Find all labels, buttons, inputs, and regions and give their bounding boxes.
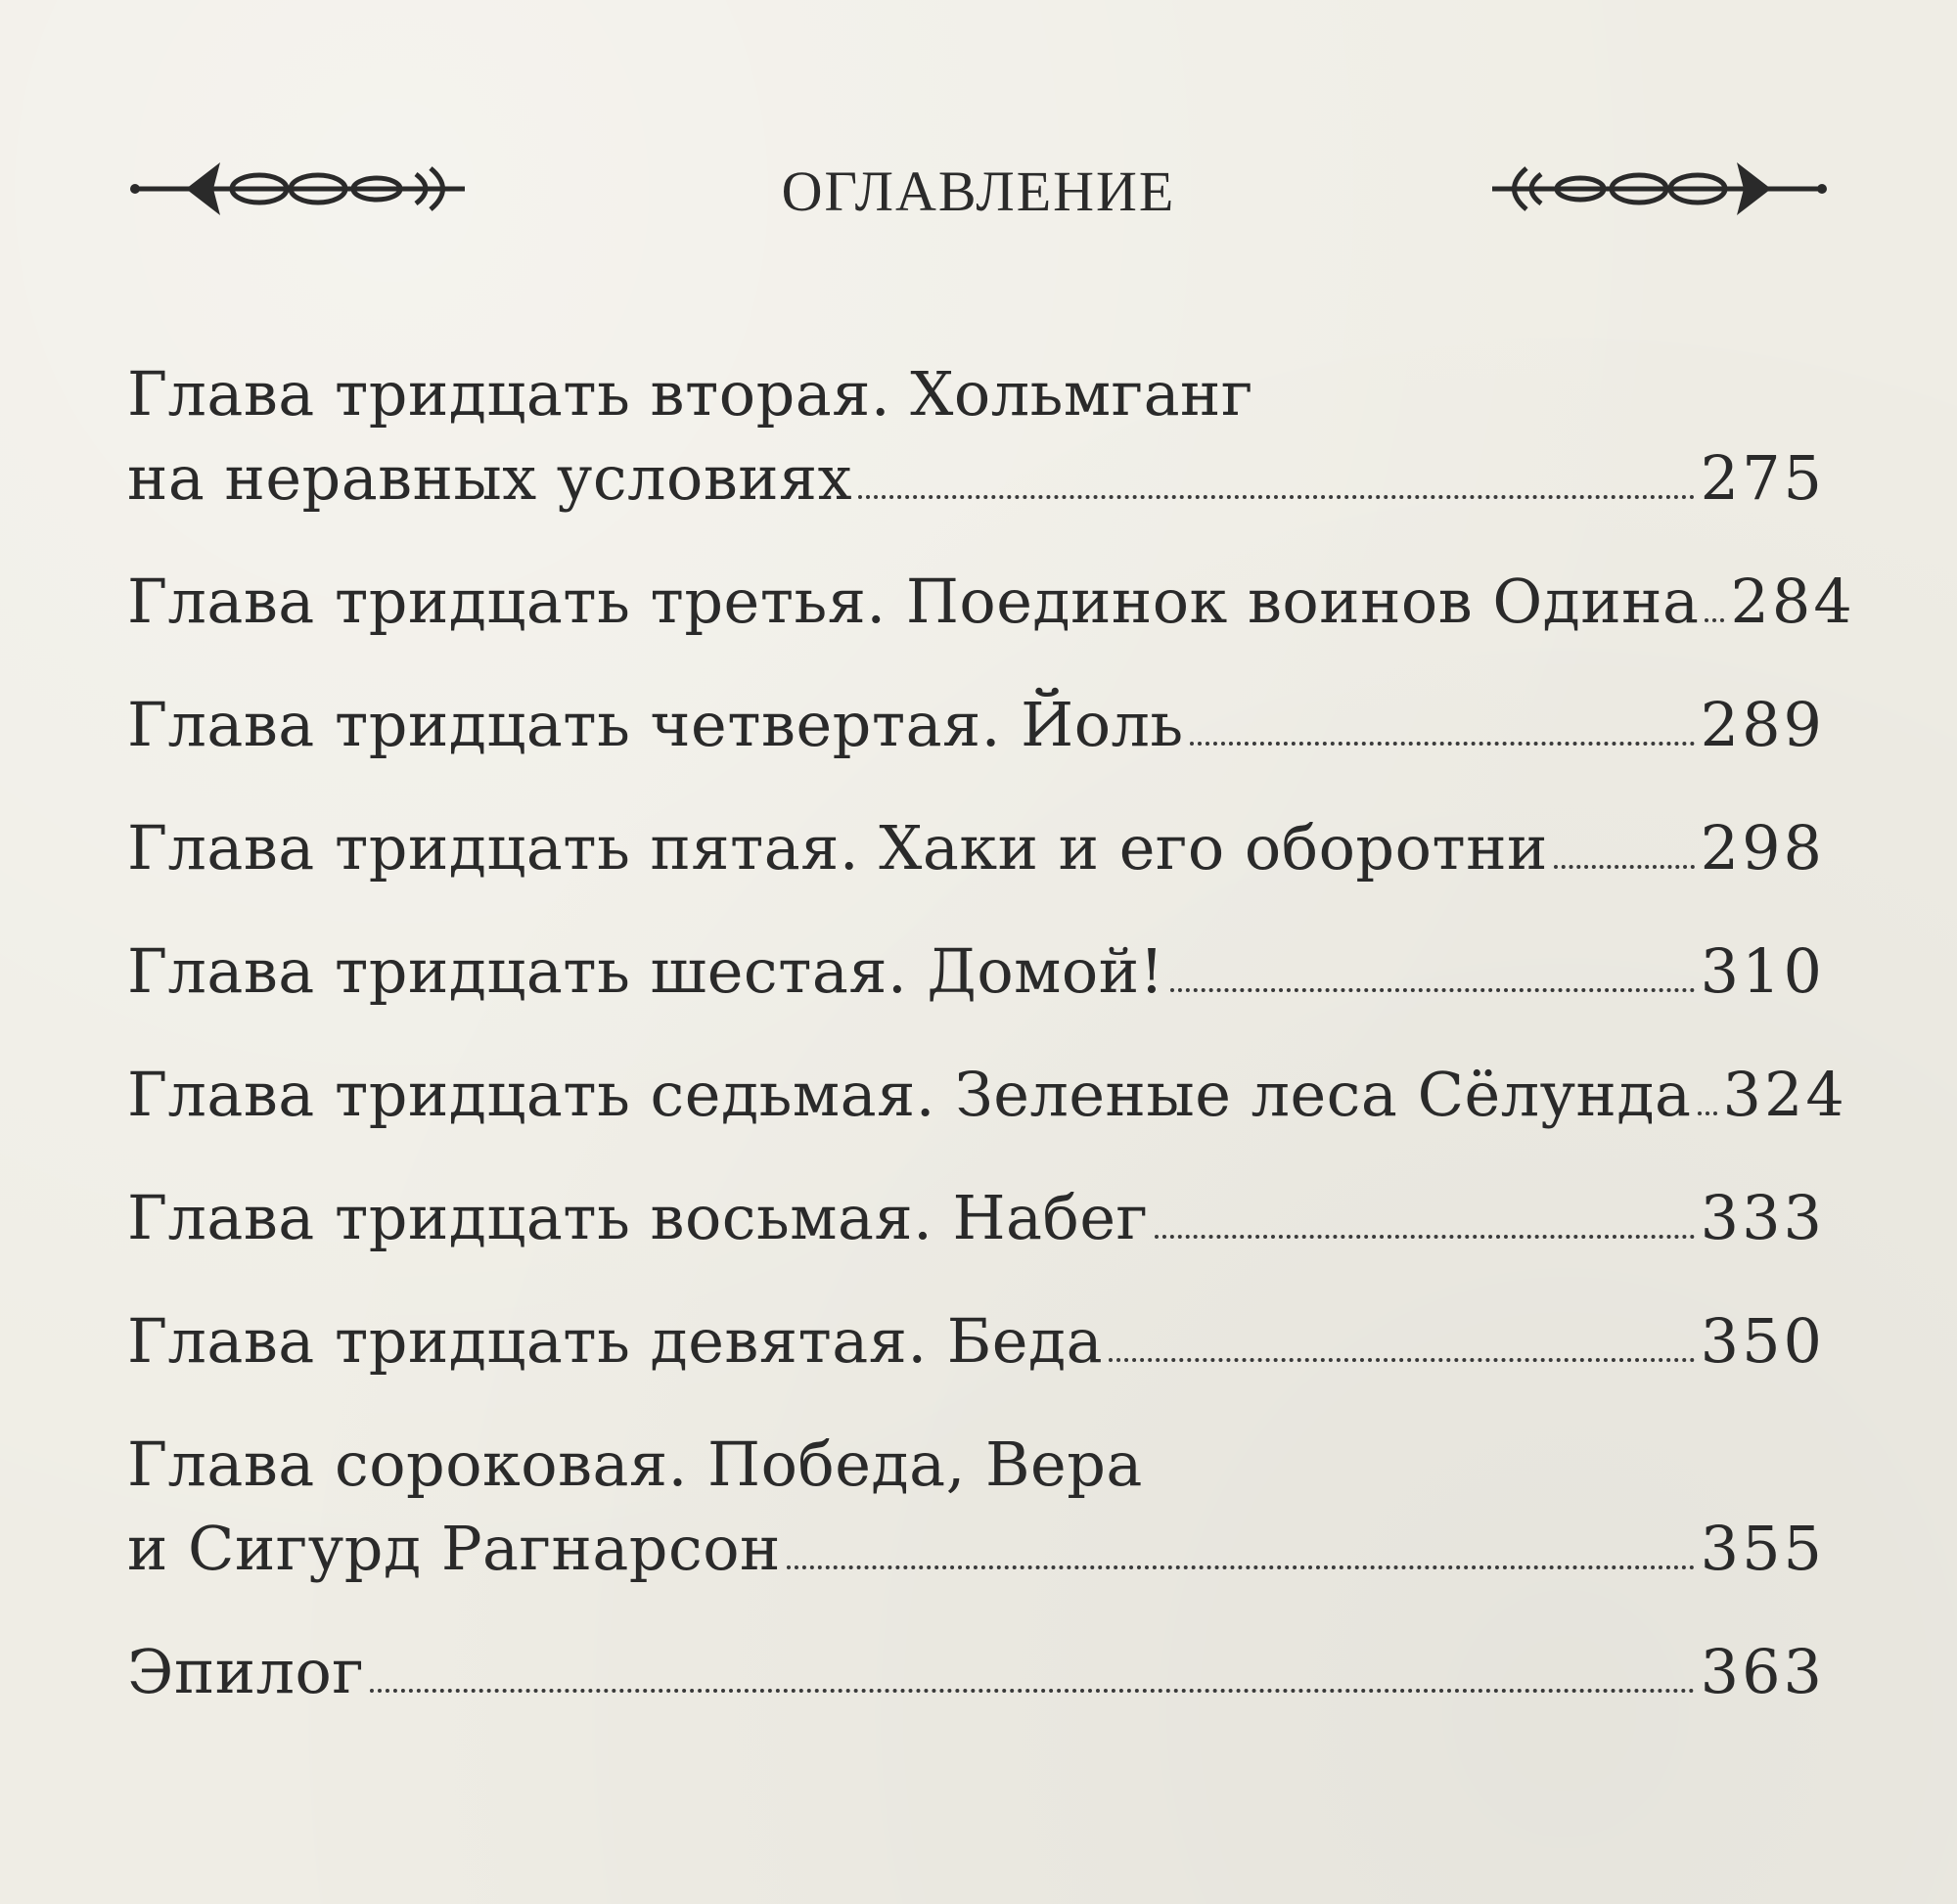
toc-entry-title: Глава сороковая. Победа, Вера xyxy=(127,1428,1143,1500)
toc-entry-title: Глава тридцать четвертая. Йоль xyxy=(127,689,1184,760)
dot-leader xyxy=(1554,865,1695,869)
toc-entry xyxy=(127,1053,1847,1137)
dot-leader xyxy=(1698,1111,1717,1115)
toc-entry-title: Эпилог xyxy=(127,1636,365,1707)
toc-entry-title: Глава тридцать восьмая. Набег xyxy=(127,1182,1149,1253)
toc-entry-title: Глава тридцать третья. Поединок воинов Одина xyxy=(127,566,1700,637)
toc-entry xyxy=(127,1423,1825,1591)
toc-entry xyxy=(127,683,1825,767)
toc-entry-title-continued: на неравных условиях xyxy=(127,442,853,514)
toc-entry xyxy=(127,560,1855,644)
dot-leader xyxy=(1190,742,1695,746)
ornament-arrow-icon xyxy=(1487,155,1830,223)
toc-entry xyxy=(127,1630,1825,1714)
toc-entry xyxy=(127,352,1825,521)
toc-entry-title: Глава тридцать вторая. Хольмганг xyxy=(127,358,1253,430)
table-of-contents xyxy=(127,352,1855,1753)
toc-entry-title: Глава тридцать шестая. Домой! xyxy=(127,935,1164,1007)
toc-page-number: 284 xyxy=(1730,566,1855,637)
toc-entry xyxy=(127,1299,1825,1383)
toc-entry-title-continued: и Сигурд Рагнарсон xyxy=(127,1513,781,1584)
toc-entry xyxy=(127,806,1825,890)
toc-page-number: 310 xyxy=(1700,935,1825,1007)
toc-entry-title: Глава тридцать пятая. Хаки и его оборотни xyxy=(127,812,1548,884)
toc-page-number: 355 xyxy=(1700,1513,1825,1584)
toc-header xyxy=(127,145,1830,233)
page-title: ОГЛАВЛЕНИЕ xyxy=(781,159,1176,223)
toc-entry xyxy=(127,929,1825,1014)
toc-page-number: 363 xyxy=(1700,1636,1825,1707)
dot-leader xyxy=(1170,988,1695,992)
toc-page-number: 289 xyxy=(1700,689,1825,760)
toc-page-number: 350 xyxy=(1700,1305,1825,1377)
toc-entry xyxy=(127,1176,1825,1260)
toc-page-number: 298 xyxy=(1700,812,1825,884)
dot-leader xyxy=(787,1565,1695,1569)
dot-leader xyxy=(1705,618,1724,622)
toc-entry-title: Глава тридцать девятая. Беда xyxy=(127,1305,1104,1377)
dot-leader xyxy=(858,495,1695,499)
dot-leader xyxy=(370,1689,1694,1693)
toc-page-number: 324 xyxy=(1722,1059,1847,1130)
dot-leader xyxy=(1109,1358,1695,1362)
toc-page-number: 333 xyxy=(1700,1182,1825,1253)
dot-leader xyxy=(1155,1235,1695,1239)
toc-page-number: 275 xyxy=(1700,442,1825,514)
toc-entry-title: Глава тридцать седьмая. Зеленые леса Сёлунда xyxy=(127,1059,1692,1130)
